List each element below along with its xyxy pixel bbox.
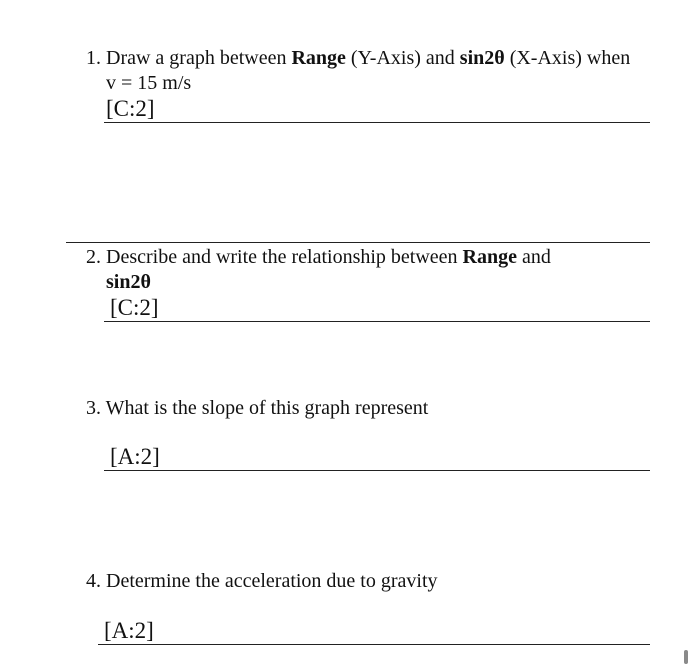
question-3-marks: [A:2]	[110, 444, 160, 469]
question-1-text-c: (X-Axis) when	[509, 47, 631, 69]
question-3-number: 3.	[86, 397, 101, 419]
question-2-answer-line	[104, 321, 650, 322]
question-1-line-1	[86, 46, 630, 70]
section-divider	[66, 242, 650, 243]
question-2-bold-sin2theta: sin2θ	[106, 271, 151, 293]
question-1-marks: [C:2]	[106, 96, 155, 121]
question-1-line-2: v = 15 m/s	[106, 72, 192, 94]
question-2-line-2	[106, 270, 151, 294]
question-1-text-a: Draw a graph between	[106, 47, 287, 69]
question-3-text: What is the slope of this graph represent	[105, 397, 429, 419]
question-1-bold-range: Range	[291, 47, 346, 69]
question-2-marks: [C:2]	[110, 295, 159, 320]
question-4-answer-line	[98, 644, 650, 645]
question-1-answer-line	[104, 122, 650, 123]
question-4-text: Determine the acceleration due to gravity	[106, 570, 438, 592]
question-2-bold-range: Range	[462, 246, 517, 268]
question-2-text-b: and	[522, 246, 551, 268]
question-2-text-a: Describe and write the relationship between	[106, 246, 458, 268]
question-1-bold-sin2theta: sin2θ	[459, 47, 505, 69]
question-4-number: 4.	[86, 570, 101, 592]
question-2-line-1	[86, 245, 551, 269]
question-1-number: 1.	[86, 47, 101, 69]
question-2-number: 2.	[86, 246, 101, 268]
scrollbar-handle[interactable]	[684, 650, 688, 664]
question-4-line-1	[86, 569, 438, 593]
question-3-line-1	[86, 396, 428, 420]
question-1-text-b: (Y-Axis) and	[350, 47, 455, 69]
question-3-answer-line	[104, 470, 650, 471]
question-4-marks: [A:2]	[104, 618, 154, 643]
